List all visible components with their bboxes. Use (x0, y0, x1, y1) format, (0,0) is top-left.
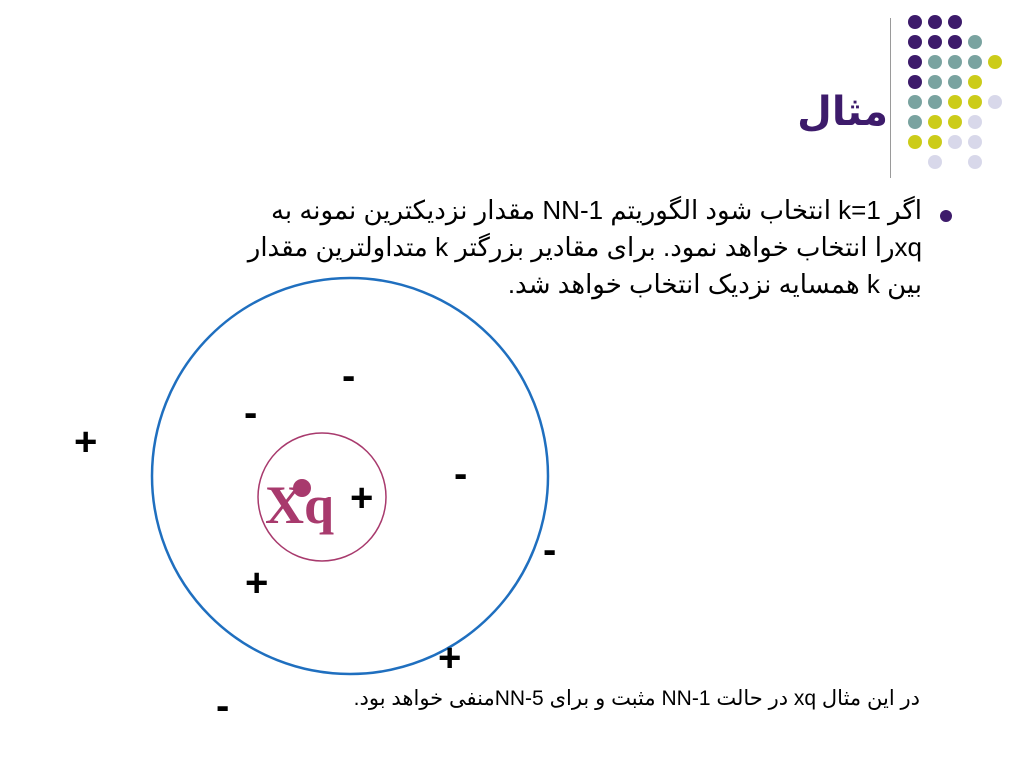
minus-sample: - (244, 391, 258, 435)
plus-sample: + (438, 636, 462, 680)
bullet-line: بین k همسایه نزدیک انتخاب خواهد شد. (507, 269, 922, 299)
minus-sample: - (454, 452, 468, 496)
slide-title: مثال (797, 89, 888, 135)
bullet-line: اگر k=1 انتخاب شود الگوریتم 1-NN مقدار نزدیکترین نمونه به (270, 195, 922, 225)
plus-sample: + (350, 476, 374, 520)
bullet-line: xqرا انتخاب خواهد نمود. برای مقادیر بزرگتر k متداولترین مقدار (247, 232, 922, 262)
query-label: Xq (265, 475, 335, 535)
plus-sample: + (74, 420, 98, 464)
footer-note: در این مثال xq در حالت 1-NN مثبت و برای 5-NNمنفی خواهد بود. (353, 687, 920, 710)
minus-sample: - (543, 528, 557, 572)
minus-sample: - (342, 354, 356, 398)
minus-sample: - (216, 684, 230, 728)
plus-sample: + (245, 561, 269, 605)
